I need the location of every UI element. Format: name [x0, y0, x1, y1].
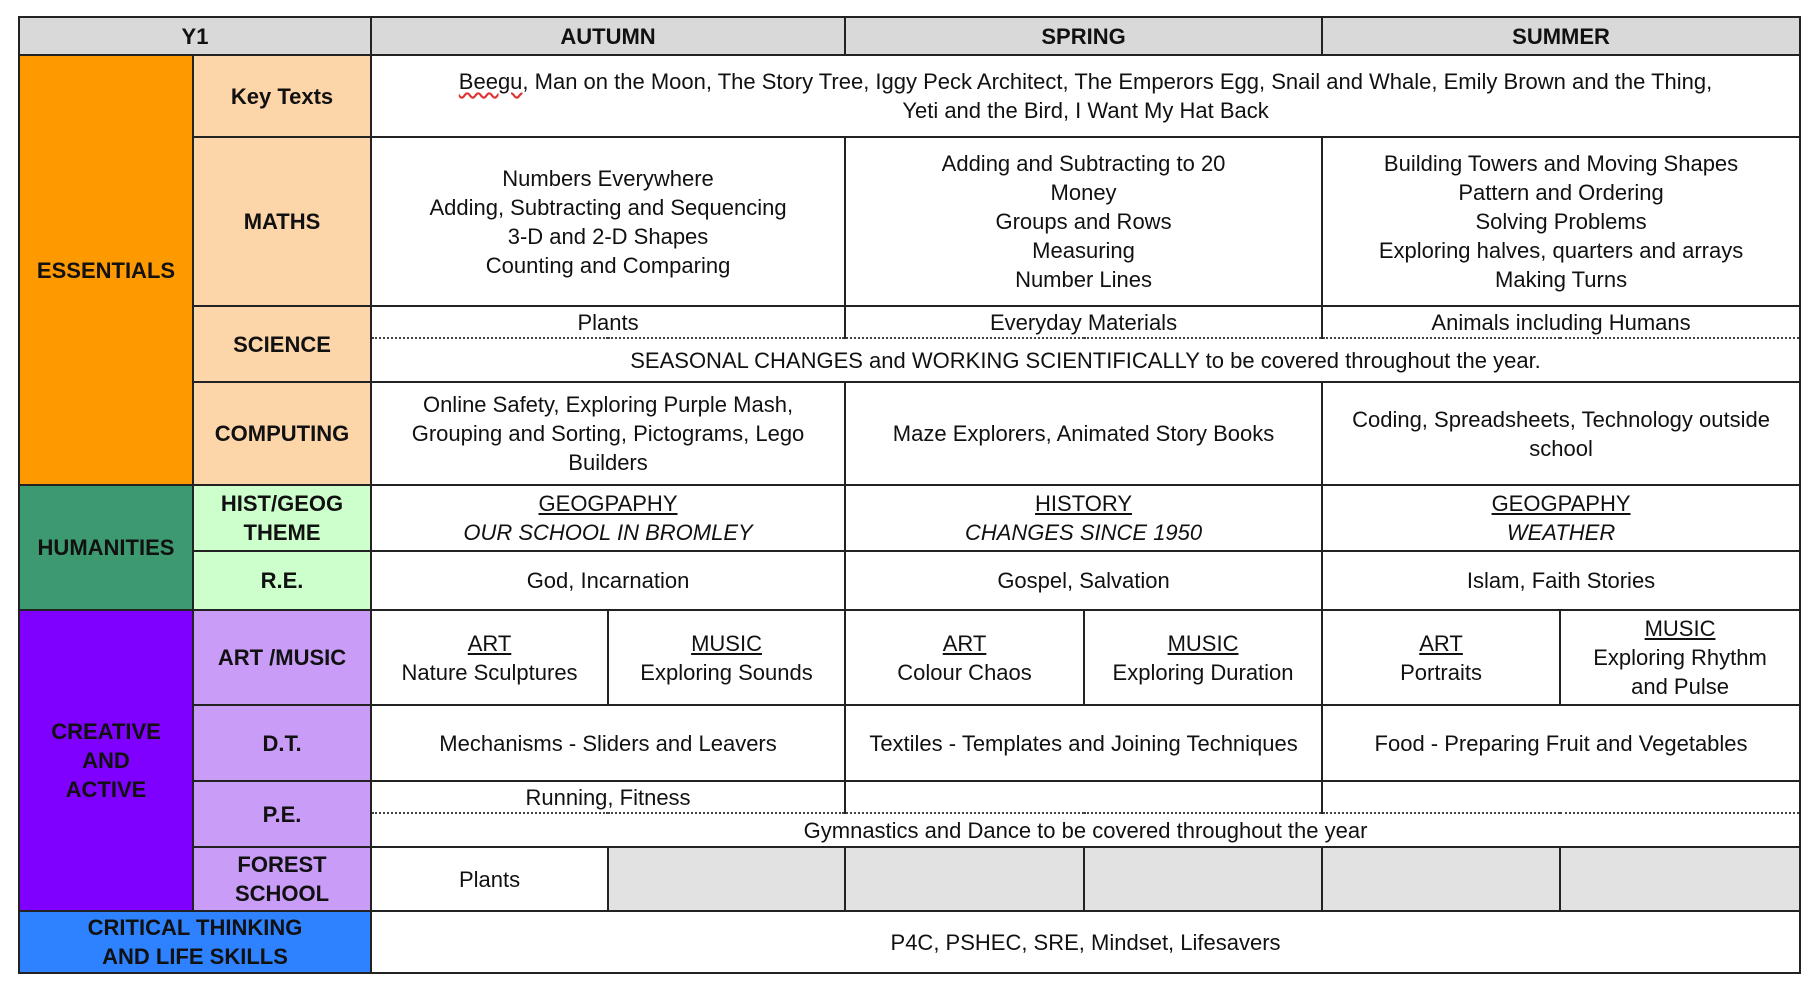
- maths-spring: [845, 137, 1322, 306]
- subject-pe: P.E.: [193, 781, 371, 847]
- forest-spring-2: [1084, 847, 1322, 911]
- maths-summer-item: Exploring halves, quarters and arrays: [1378, 238, 1744, 263]
- subject-dt: D.T.: [193, 705, 371, 781]
- computing-autumn-line: Online Safety, Exploring Purple Mash,: [422, 392, 794, 417]
- computing-autumn-line: Builders: [568, 450, 648, 475]
- subject-re: R.E.: [193, 551, 371, 610]
- maths-spring-item: Groups and Rows: [995, 209, 1172, 234]
- forest-summer-1: [1322, 847, 1560, 911]
- art-spring: [845, 610, 1084, 705]
- term-header-autumn: AUTUMN: [371, 17, 845, 55]
- dt-row: [19, 705, 1800, 781]
- art-autumn-subject: ART: [467, 630, 512, 656]
- maths-summer-item: Solving Problems: [1475, 209, 1647, 234]
- maths-spring-item: Money: [1050, 180, 1117, 205]
- hist-geog-autumn: [371, 485, 845, 551]
- subject-key-texts: Key Texts: [193, 55, 371, 137]
- music-autumn: [608, 610, 845, 705]
- subject-hist-geog: [193, 485, 371, 551]
- hist-geog-label-1: HIST/GEOG: [220, 491, 344, 516]
- art-spring-topic: Colour Chaos: [897, 659, 1032, 685]
- critical-label-2: AND LIFE SKILLS: [102, 944, 288, 969]
- maths-spring-item: Measuring: [1032, 238, 1135, 263]
- forest-spring-1: [845, 847, 1084, 911]
- dt-spring: Textiles - Templates and Joining Techniques: [845, 705, 1322, 781]
- hist-geog-autumn-subject: GEOGPAPHY: [538, 491, 678, 516]
- creative-label-3: ACTIVE: [65, 777, 147, 802]
- dt-autumn: Mechanisms - Sliders and Leavers: [371, 705, 845, 781]
- maths-spring-item: Adding and Subtracting to 20: [941, 151, 1226, 176]
- science-row-terms: [19, 306, 1800, 338]
- subject-maths: MATHS: [193, 137, 371, 306]
- art-music-row: [19, 610, 1800, 705]
- music-autumn-topic: Exploring Sounds: [640, 659, 813, 685]
- pe-row-terms: [19, 781, 1800, 813]
- re-row: [19, 551, 1800, 610]
- critical-label-1: CRITICAL THINKING: [87, 915, 303, 940]
- music-spring-topic: Exploring Duration: [1112, 659, 1294, 685]
- key-texts-line-1-rest: , Man on the Moon, The Story Tree, Iggy Peck Architect, The Emperors Egg, Snail and Whale, Emily Brown and the Thing,: [522, 69, 1713, 94]
- hist-geog-row: [19, 485, 1800, 551]
- maths-autumn: [371, 137, 845, 306]
- maths-autumn-item: Adding, Subtracting and Sequencing: [429, 194, 787, 220]
- science-throughout: SEASONAL CHANGES and WORKING SCIENTIFICALLY to be covered throughout the year.: [371, 338, 1800, 382]
- term-header-spring: SPRING: [845, 17, 1322, 55]
- hist-geog-summer-subject: GEOGPAPHY: [1491, 491, 1631, 516]
- art-autumn-topic: Nature Sculptures: [401, 659, 578, 685]
- maths-summer-item: Making Turns: [1495, 267, 1628, 292]
- subject-art-music: ART /MUSIC: [193, 610, 371, 705]
- forest-autumn-1: Plants: [371, 847, 608, 911]
- dt-summer: Food - Preparing Fruit and Vegetables: [1322, 705, 1800, 781]
- re-spring: Gospel, Salvation: [845, 551, 1322, 610]
- subject-computing: COMPUTING: [193, 382, 371, 485]
- re-summer: Islam, Faith Stories: [1322, 551, 1800, 610]
- computing-summer-line: Coding, Spreadsheets, Technology outside: [1352, 406, 1770, 432]
- creative-label-2: AND: [82, 748, 130, 773]
- hist-geog-summer: [1322, 485, 1800, 551]
- computing-autumn: [371, 382, 845, 485]
- term-header-summer: SUMMER: [1322, 17, 1800, 55]
- computing-autumn-line: Grouping and Sorting, Pictograms, Lego: [411, 421, 805, 446]
- music-autumn-subject: MUSIC: [691, 630, 762, 656]
- year-header: Y1: [19, 17, 371, 55]
- re-autumn: God, Incarnation: [371, 551, 845, 610]
- key-texts-line-1: [378, 67, 1793, 96]
- music-summer-subject: MUSIC: [1644, 616, 1716, 641]
- category-creative-active: [19, 610, 193, 911]
- key-texts-line-2: Yeti and the Bird, I Want My Hat Back: [902, 98, 1269, 123]
- art-autumn: [371, 610, 608, 705]
- maths-summer: [1322, 137, 1800, 306]
- art-summer-subject: ART: [1419, 630, 1463, 656]
- maths-autumn-item: 3-D and 2-D Shapes: [507, 223, 709, 249]
- computing-spring: Maze Explorers, Animated Story Books: [845, 382, 1322, 485]
- hist-geog-spring-subject: HISTORY: [1035, 491, 1133, 516]
- forest-row: [19, 847, 1800, 911]
- key-texts-cell: [371, 55, 1800, 137]
- computing-row: [19, 382, 1800, 485]
- key-texts-row: [19, 55, 1800, 137]
- pe-summer: [1322, 781, 1800, 813]
- hist-geog-summer-theme: WEATHER: [1506, 520, 1616, 545]
- art-summer-topic: Portraits: [1400, 659, 1482, 685]
- maths-autumn-item: Numbers Everywhere: [502, 165, 714, 191]
- science-summer: Animals including Humans: [1322, 306, 1800, 338]
- music-spring: [1084, 610, 1322, 705]
- category-humanities: HUMANITIES: [19, 485, 193, 610]
- maths-spring-item: Number Lines: [1015, 267, 1153, 292]
- forest-autumn-2: [608, 847, 845, 911]
- hist-geog-autumn-theme: OUR SCHOOL IN BROMLEY: [463, 520, 753, 545]
- pe-autumn: Running, Fitness: [371, 781, 845, 813]
- science-spring: Everyday Materials: [845, 306, 1322, 338]
- category-essentials: ESSENTIALS: [19, 55, 193, 485]
- music-summer: [1560, 610, 1800, 705]
- hist-geog-spring-theme: CHANGES SINCE 1950: [964, 520, 1203, 545]
- music-spring-subject: MUSIC: [1167, 630, 1239, 656]
- header-row: [19, 17, 1800, 55]
- maths-summer-item: Building Towers and Moving Shapes: [1383, 151, 1739, 176]
- computing-summer: [1322, 382, 1800, 485]
- computing-summer-line: school: [1529, 435, 1593, 461]
- hist-geog-label-2: THEME: [243, 520, 321, 545]
- maths-row: [19, 137, 1800, 306]
- music-summer-topic-1: Exploring Rhythm: [1593, 645, 1767, 670]
- critical-row: [19, 911, 1800, 973]
- science-autumn: Plants: [371, 306, 845, 338]
- curriculum-table: [18, 16, 1801, 974]
- art-summer: [1322, 610, 1560, 705]
- key-texts-first-word: Beegu: [458, 69, 523, 94]
- forest-label-2: SCHOOL: [234, 881, 330, 906]
- creative-label-1: CREATIVE: [51, 719, 161, 744]
- forest-summer-2: [1560, 847, 1800, 911]
- subject-science: SCIENCE: [193, 306, 371, 382]
- hist-geog-spring: [845, 485, 1322, 551]
- subject-forest-school: [193, 847, 371, 911]
- art-spring-subject: ART: [942, 630, 987, 656]
- pe-throughout: Gymnastics and Dance to be covered throughout the year: [371, 813, 1800, 847]
- critical-content: P4C, PSHEC, SRE, Mindset, Lifesavers: [371, 911, 1800, 973]
- music-summer-topic-2: and Pulse: [1631, 674, 1729, 699]
- pe-spring: [845, 781, 1322, 813]
- category-critical-thinking: [19, 911, 371, 973]
- maths-summer-item: Pattern and Ordering: [1458, 180, 1664, 205]
- forest-label-1: FOREST: [237, 852, 327, 877]
- maths-autumn-item: Counting and Comparing: [485, 252, 731, 278]
